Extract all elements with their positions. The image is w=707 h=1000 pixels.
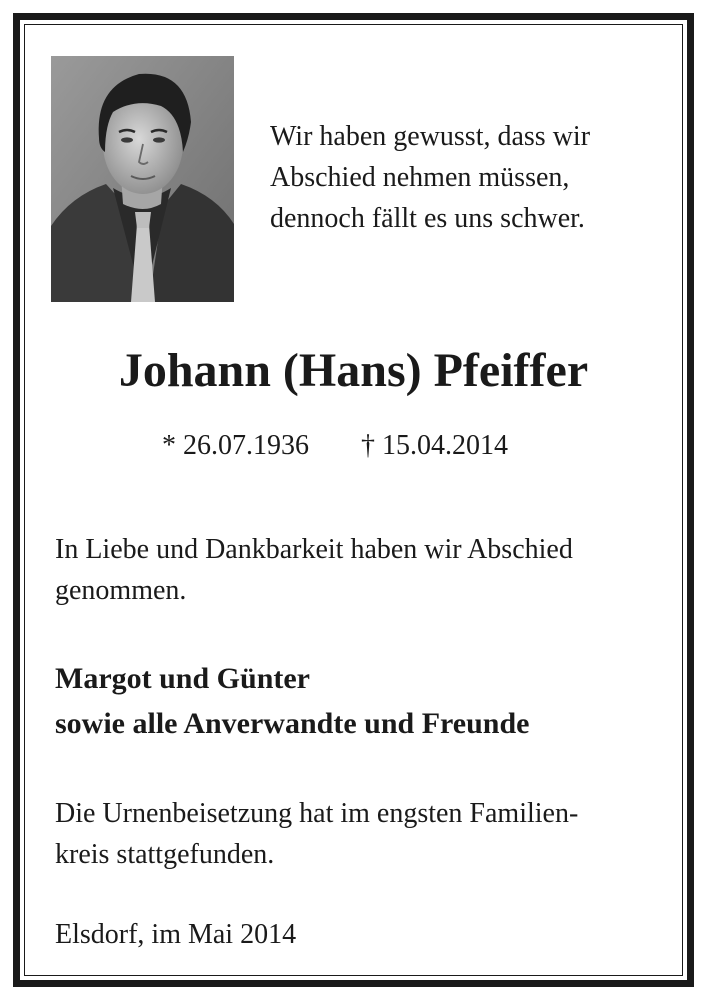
burial-note-line: kreis stattgefunden. bbox=[55, 839, 275, 870]
memorial-quote bbox=[270, 116, 670, 239]
mourners-line: sowie alle Anverwandte und Freunde bbox=[55, 707, 530, 740]
quote-line: dennoch fällt es uns schwer. bbox=[270, 203, 585, 234]
burial-note-line: Die Urnenbeisetzung hat im engsten Familien- bbox=[55, 798, 579, 829]
farewell-line: In Liebe und Dankbarkeit haben wir Abschied bbox=[55, 534, 573, 565]
place-and-date: Elsdorf, im Mai 2014 bbox=[55, 919, 297, 950]
birth-date: * 26.07.1936 bbox=[162, 430, 309, 461]
quote-line: Abschied nehmen müssen, bbox=[270, 162, 570, 193]
mourners-list bbox=[55, 656, 529, 746]
quote-line: Wir haben gewusst, dass wir bbox=[270, 121, 591, 152]
deceased-name: Johann (Hans) Pfeiffer bbox=[118, 344, 589, 397]
mourners-line: Margot und Günter bbox=[55, 662, 310, 695]
farewell-line: genommen. bbox=[55, 575, 187, 606]
farewell-text bbox=[55, 529, 573, 611]
life-dates bbox=[162, 426, 508, 466]
death-date: † 15.04.2014 bbox=[361, 430, 508, 461]
portrait-photo bbox=[51, 56, 234, 302]
burial-note bbox=[55, 793, 578, 875]
